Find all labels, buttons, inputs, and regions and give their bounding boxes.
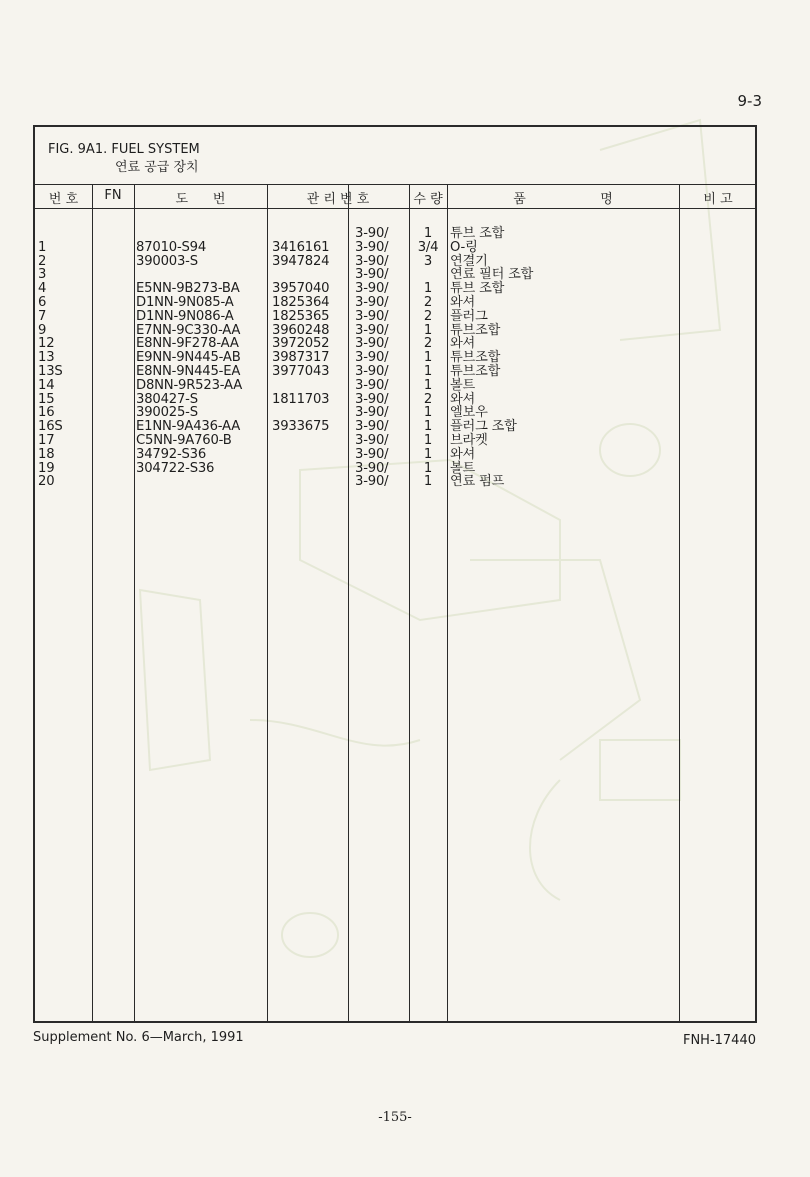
header-quantity: 수 량 (413, 192, 443, 207)
quantity-cell: 1 (423, 363, 433, 379)
quantity-column (411, 227, 445, 489)
part-name-cell: 볼트 (450, 460, 476, 476)
part-number-cell: D1NN-9N086-A (136, 308, 234, 324)
item-number-cell: 7 (38, 308, 47, 324)
table-header (35, 185, 755, 209)
part-name-cell: 연결기 (450, 253, 488, 269)
column-divider (92, 185, 93, 1021)
model-date-cell: 3-90/ (355, 419, 389, 435)
management-code-cell: 3977043 (272, 363, 330, 379)
column-divider (447, 185, 448, 1021)
part-number-cell: E5NN-9B273-BA (136, 281, 240, 297)
model-date-column (355, 227, 409, 489)
part-number-cell: 304722-S36 (136, 460, 215, 476)
document-number: FNH-17440 (682, 1033, 756, 1048)
management-code-cell (272, 448, 347, 462)
model-date-cell: 3-90/ (355, 226, 389, 241)
part-number-cell: 87010-S94 (136, 239, 207, 255)
figure-title: FIG. 9A1. FUEL SYSTEM (48, 142, 200, 157)
part-number-cell (136, 475, 266, 489)
header-management-no: 관 리 번 호 (306, 192, 370, 207)
model-date-cell: 3-90/ (355, 460, 389, 476)
part-number-cell: E8NN-9F278-AA (136, 336, 239, 352)
quantity-cell: 3 (423, 253, 433, 269)
parts-table (33, 125, 757, 1023)
model-date-cell: 3-90/ (355, 350, 389, 366)
model-date-cell: 3-90/ (355, 474, 389, 490)
model-date-cell: 3-90/ (355, 294, 389, 310)
part-name-cell: 볼트 (450, 377, 476, 393)
part-name-cell: 플러그 조합 (450, 419, 517, 435)
quantity-cell: 1 (423, 281, 433, 297)
item-number-cell: 15 (38, 391, 55, 407)
item-number-cell: 13S (38, 363, 63, 379)
column-divider (267, 185, 268, 1021)
page-number: -155- (378, 1110, 412, 1125)
item-number-cell: 16S (38, 419, 63, 435)
part-number-cell: D8NN-9R523-AA (136, 377, 243, 393)
part-name-cell: O-링 (450, 239, 478, 255)
management-code-cell: 3972052 (272, 336, 330, 352)
quantity-cell: 1 (423, 405, 433, 421)
part-name-cell: 플러그 (450, 308, 488, 324)
part-name-cell: 브라켓 (450, 432, 488, 448)
model-date-cell: 3-90/ (355, 432, 389, 448)
quantity-cell: 3/4 (417, 239, 439, 255)
management-code-column (272, 227, 347, 489)
model-date-cell: 3-90/ (355, 446, 389, 462)
model-date-cell: 3-90/ (355, 253, 389, 269)
item-number-cell: 16 (38, 405, 55, 421)
column-divider (409, 185, 410, 1021)
header-part-name: 품 명 (513, 192, 613, 207)
management-code-cell: 3957040 (272, 281, 330, 297)
management-code-cell (272, 434, 347, 448)
item-number-cell: 3 (38, 267, 47, 283)
item-number-cell (38, 227, 92, 241)
management-code-cell: 3947824 (272, 253, 330, 269)
part-name-cell: 와셔 (450, 336, 476, 352)
item-number-cell: 4 (38, 281, 47, 297)
part-number-cell: 390025-S (136, 405, 198, 421)
quantity-cell: 2 (423, 336, 433, 352)
quantity-cell (411, 268, 445, 282)
model-date-cell: 3-90/ (355, 281, 389, 297)
part-number-cell: 390003-S (136, 253, 198, 269)
quantity-cell: 1 (423, 419, 433, 435)
quantity-cell: 1 (423, 322, 433, 338)
model-date-cell: 3-90/ (355, 377, 389, 393)
item-number-cell: 20 (38, 474, 55, 490)
item-number-cell: 17 (38, 432, 55, 448)
part-name-cell: 튜브조합 (450, 322, 501, 338)
quantity-cell: 1 (423, 226, 433, 241)
model-date-cell: 3-90/ (355, 267, 389, 283)
management-code-cell (272, 268, 347, 282)
item-number-cell: 9 (38, 322, 47, 338)
part-number-cell: E8NN-9N445-EA (136, 363, 241, 379)
item-number-cell: 12 (38, 336, 55, 352)
management-code-cell: 3933675 (272, 419, 330, 435)
management-code-cell: 3987317 (272, 350, 330, 366)
management-code-cell (272, 379, 347, 393)
quantity-cell: 1 (423, 350, 433, 366)
part-name-cell: 연료 펌프 (450, 474, 505, 490)
part-name-cell: 와셔 (450, 446, 476, 462)
part-name-column (450, 227, 678, 489)
management-code-cell: 1811703 (272, 391, 330, 407)
item-number-cell: 18 (38, 446, 55, 462)
part-name-cell: 와셔 (450, 391, 476, 407)
part-number-cell (136, 227, 266, 241)
model-date-cell: 3-90/ (355, 363, 389, 379)
quantity-cell: 2 (423, 391, 433, 407)
figure-title-korean: 연료 공급 장치 (115, 160, 199, 175)
model-date-cell: 3-90/ (355, 239, 389, 255)
quantity-cell: 1 (423, 432, 433, 448)
quantity-cell: 1 (423, 460, 433, 476)
part-name-cell: 튜브조합 (450, 363, 501, 379)
supplement-note: Supplement No. 6—March, 1991 (33, 1030, 244, 1045)
part-number-cell: E1NN-9A436-AA (136, 419, 241, 435)
header-part-no: 도 번 (175, 192, 226, 207)
page-reference: 9-3 (737, 92, 762, 110)
model-date-cell: 3-90/ (355, 308, 389, 324)
part-name-cell: 연료 필터 조합 (450, 267, 534, 283)
part-number-cell: E7NN-9C330-AA (136, 322, 241, 338)
part-number-cell: 34792-S36 (136, 446, 207, 462)
column-divider (348, 185, 349, 1021)
management-code-cell: 3416161 (272, 239, 330, 255)
item-number-column (38, 227, 92, 489)
part-name-cell: 튜브 조합 (450, 226, 505, 241)
part-name-cell: 와셔 (450, 294, 476, 310)
header-fn: FN (104, 188, 122, 203)
figure-title-area (35, 127, 755, 185)
part-name-cell: 튜브 조합 (450, 281, 505, 297)
item-number-cell: 13 (38, 350, 55, 366)
item-number-cell: 14 (38, 377, 55, 393)
model-date-cell: 3-90/ (355, 405, 389, 421)
item-number-cell: 2 (38, 253, 47, 269)
header-remarks: 비 고 (703, 192, 733, 207)
item-number-cell: 6 (38, 294, 47, 310)
part-name-cell: 튜브조합 (450, 350, 501, 366)
quantity-cell: 2 (423, 294, 433, 310)
column-divider (679, 185, 680, 1021)
management-code-cell (272, 462, 347, 476)
model-date-cell: 3-90/ (355, 336, 389, 352)
management-code-cell: 1825364 (272, 294, 330, 310)
column-divider (134, 185, 135, 1021)
model-date-cell: 3-90/ (355, 322, 389, 338)
quantity-cell: 1 (423, 446, 433, 462)
quantity-cell: 1 (423, 474, 433, 490)
part-number-column (136, 227, 266, 489)
part-number-cell: D1NN-9N085-A (136, 294, 234, 310)
management-code-cell (272, 475, 347, 489)
quantity-cell: 2 (423, 308, 433, 324)
header-item-no: 번 호 (48, 192, 79, 207)
part-name-cell: 엘보우 (450, 405, 488, 421)
part-number-cell: E9NN-9N445-AB (136, 350, 241, 366)
item-number-cell: 1 (38, 239, 47, 255)
management-code-cell (272, 227, 347, 241)
management-code-cell: 3960248 (272, 322, 330, 338)
part-number-cell: C5NN-9A760-B (136, 432, 232, 448)
model-date-cell: 3-90/ (355, 391, 389, 407)
item-number-cell: 19 (38, 460, 55, 476)
management-code-cell: 1825365 (272, 308, 330, 324)
management-code-cell (272, 406, 347, 420)
part-number-cell: 380427-S (136, 391, 198, 407)
part-number-cell (136, 268, 266, 282)
quantity-cell: 1 (423, 377, 433, 393)
